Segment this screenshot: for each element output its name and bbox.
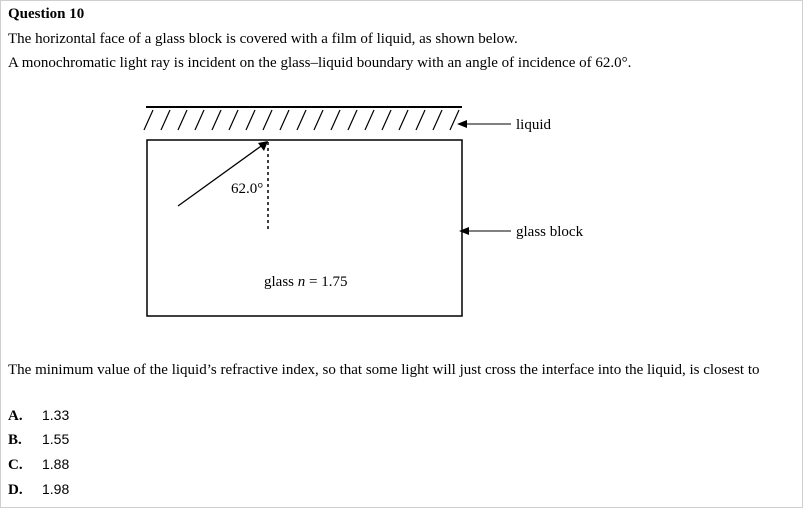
option-letter: A.: [8, 408, 23, 424]
liquid-pointer-arrowhead: [457, 120, 467, 128]
option-c[interactable]: [8, 456, 69, 474]
option-value: 1.55: [42, 431, 70, 447]
option-letter: C.: [8, 457, 23, 473]
question-prompt: The minimum value of the liquid’s refractive index, so that some light will just cross the interface into the liquid, is closest to: [8, 362, 760, 378]
option-value: 1.33: [42, 407, 70, 423]
liquid-hatching: [144, 110, 459, 130]
angle-label: 62.0°: [231, 181, 264, 197]
option-a[interactable]: [8, 407, 69, 425]
option-value: 1.88: [42, 456, 70, 472]
glass-index-label: glass n = 1.75: [264, 274, 348, 290]
option-d[interactable]: [8, 481, 69, 499]
glass-pointer-arrowhead: [459, 227, 469, 235]
label-glass-block: glass block: [516, 224, 584, 240]
option-letter: D.: [8, 482, 23, 498]
question-title: Question 10: [8, 6, 85, 22]
intro-line-1: The horizontal face of a glass block is covered with a film of liquid, as shown below.: [8, 31, 518, 47]
label-liquid: liquid: [516, 117, 552, 133]
option-letter: B.: [8, 432, 22, 448]
intro-line-2: A monochromatic light ray is incident on the glass–liquid boundary with an angle of incidence of 62.0°.: [8, 55, 632, 71]
ray-arrowhead: [258, 141, 268, 151]
option-value: 1.98: [42, 481, 70, 497]
option-b[interactable]: [8, 431, 69, 449]
